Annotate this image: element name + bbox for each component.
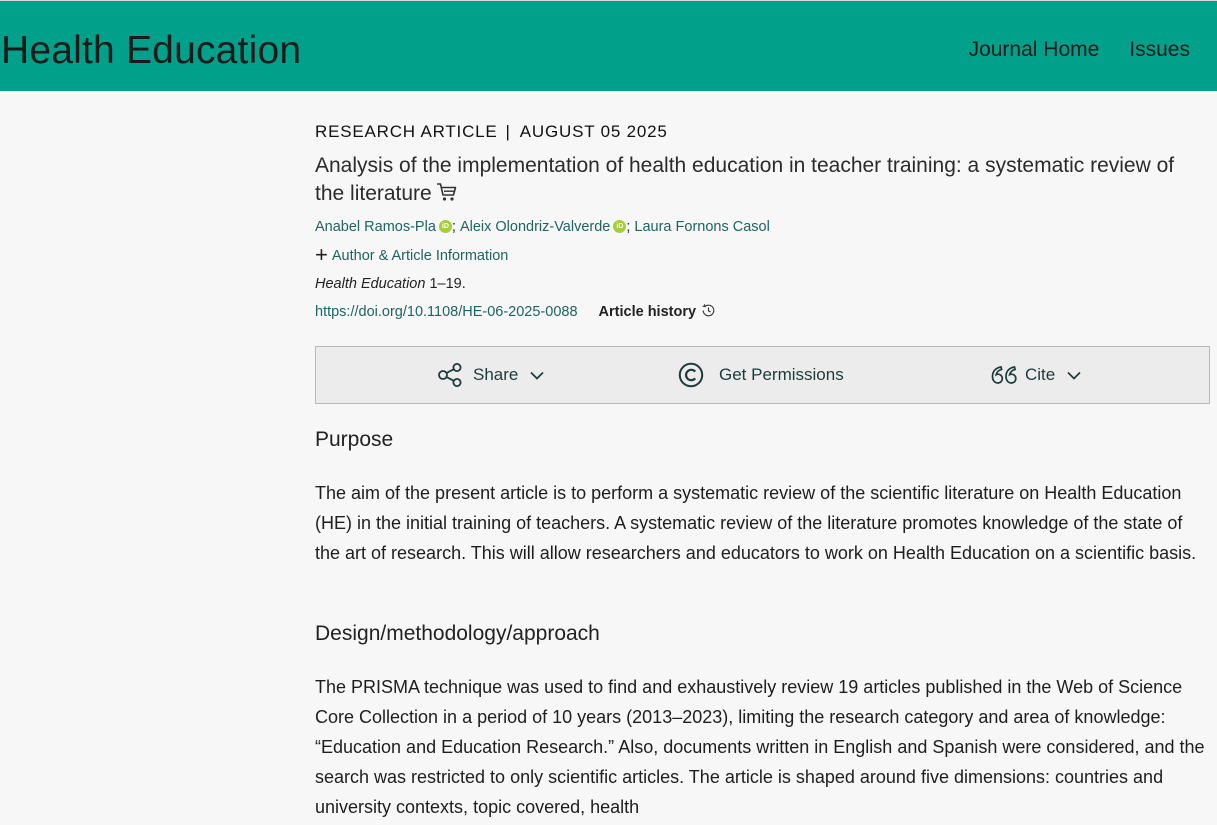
purpose-heading: Purpose bbox=[315, 428, 394, 451]
share-button[interactable] bbox=[437, 347, 544, 403]
article-title bbox=[315, 152, 1205, 210]
article-date: AUGUST 05 2025 bbox=[519, 122, 668, 141]
nav-journal-home[interactable]: Journal Home bbox=[968, 38, 1100, 61]
article-toolbar bbox=[315, 346, 1210, 404]
author-info-toggle[interactable] bbox=[315, 242, 509, 267]
chevron-down-icon bbox=[530, 371, 544, 380]
share-icon bbox=[437, 362, 463, 388]
article-history-button[interactable] bbox=[599, 304, 717, 320]
cite-label: Cite bbox=[1025, 365, 1056, 384]
quote-icon bbox=[990, 364, 1018, 386]
orcid-icon[interactable]: iD bbox=[613, 220, 626, 233]
author-separator: ; bbox=[451, 219, 456, 235]
share-label: Share bbox=[473, 365, 519, 384]
citation-line bbox=[315, 276, 466, 292]
site-header bbox=[0, 0, 1217, 91]
chevron-down-icon bbox=[1067, 371, 1081, 380]
plus-icon: + bbox=[315, 242, 328, 267]
journal-title[interactable]: Health Education bbox=[1, 29, 302, 72]
design-text: The PRISMA technique was used to find and exhaustively review 19 articles published in the Web of Science Core Collection in a period of 10 years (2013–2023), limiting the research category and area of knowledge: “Education and Education Research.” Also, documents written in English and Spanish were considered, and the search was restricted to only scientific articles. The article is shaped around five dimensions: countries and university contexts, topic covered, health bbox=[315, 677, 1205, 817]
article-title-text: Analysis of the implementation of health education in teacher training: a systematic review of the literature bbox=[315, 154, 1175, 205]
doi-row bbox=[315, 303, 716, 322]
article-type: RESEARCH ARTICLE bbox=[315, 122, 498, 141]
design-heading: Design/methodology/approach bbox=[315, 622, 600, 645]
copyright-icon bbox=[678, 362, 704, 388]
citation-pages: 1–19. bbox=[425, 276, 466, 292]
citation-journal: Health Education bbox=[315, 276, 426, 292]
main-nav bbox=[969, 38, 1190, 62]
article-meta bbox=[315, 122, 668, 142]
cite-button[interactable] bbox=[990, 347, 1081, 403]
article-history-label: Article history bbox=[598, 304, 697, 320]
doi-link[interactable]: https://doi.org/10.1108/HE-06-2025-0088 bbox=[315, 304, 578, 320]
get-permissions-label: Get Permissions bbox=[719, 365, 844, 384]
nav-issues[interactable]: Issues bbox=[1129, 38, 1190, 61]
author-link[interactable]: Anabel Ramos-Pla bbox=[315, 219, 436, 235]
author-separator: ; bbox=[626, 219, 631, 235]
meta-separator: | bbox=[505, 122, 511, 141]
shopping-cart-icon[interactable] bbox=[436, 182, 458, 210]
author-link[interactable]: Laura Fornons Casol bbox=[634, 219, 770, 235]
author-link[interactable]: Aleix Olondriz-Valverde bbox=[459, 219, 611, 235]
author-list bbox=[315, 219, 770, 235]
get-permissions-button[interactable] bbox=[678, 347, 844, 403]
orcid-icon[interactable]: iD bbox=[439, 220, 452, 233]
author-info-label: Author & Article Information bbox=[331, 248, 509, 264]
purpose-text: The aim of the present article is to perform a systematic review of the scientific literature on Health Education (HE) in the initial training of teachers. A systematic review of the literature promotes knowledge of the state of the art of research. This will allow researchers and educators to work on Health Education on a scientific basis. bbox=[315, 483, 1197, 563]
history-clock-icon bbox=[701, 303, 716, 322]
